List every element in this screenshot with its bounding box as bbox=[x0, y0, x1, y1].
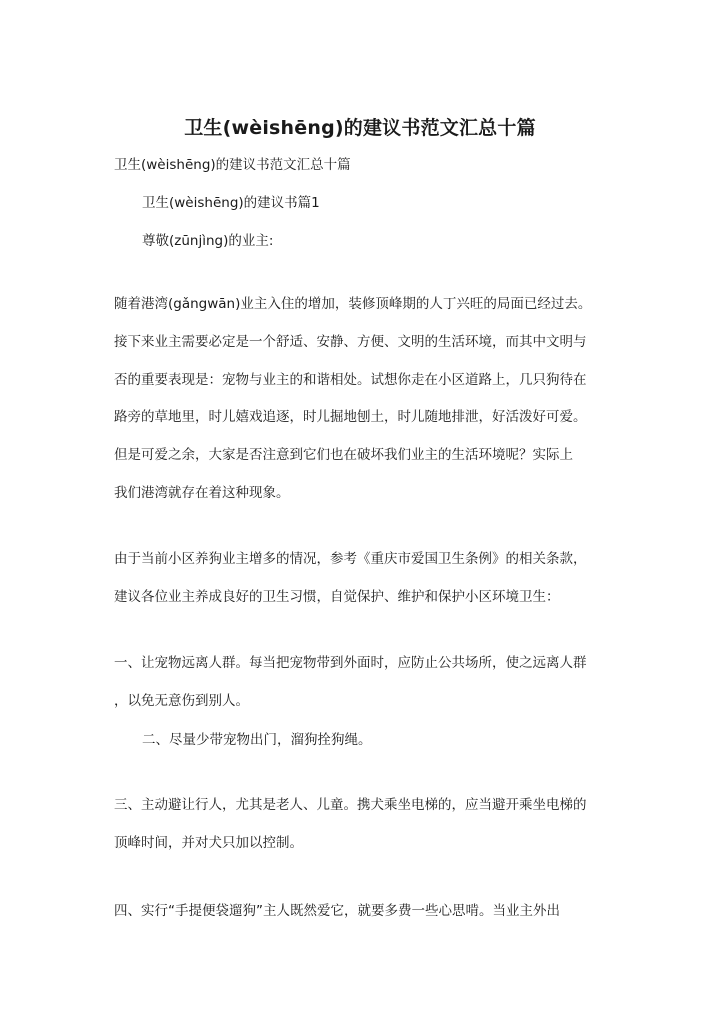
paragraph-1-line: 随着港湾(gǎngwān)业主入住的增加，装修顶峰期的人丁兴旺的局面已经过去。 bbox=[114, 296, 592, 312]
paragraph-2-line: 由于当前小区养狗业主增多的情况，参考《重庆市爱国卫生条例》的相关条款， bbox=[114, 551, 587, 567]
salutation: 尊敬(zūnjìng)的业主: bbox=[142, 233, 274, 249]
document-subtitle: 卫生(wèishēng)的建议书范文汇总十篇 bbox=[114, 157, 351, 173]
paragraph-1-line: 路旁的草地里，时儿嬉戏追逐，时儿掘地刨土，时儿随地排泄，好活泼好可爱。 bbox=[114, 409, 587, 425]
document-title: 卫生(wèishēng)的建议书范文汇总十篇 bbox=[184, 117, 536, 139]
section-heading: 卫生(wèishēng)的建议书篇1 bbox=[142, 195, 320, 211]
list-item-3-line: 顶峰时间，并对犬只加以控制。 bbox=[114, 835, 303, 851]
paragraph-2-line: 建议各位业主养成良好的卫生习惯，自觉保护、维护和保护小区环境卫生： bbox=[114, 589, 560, 605]
paragraph-1-line: 但是可爱之余，大家是否注意到它们也在破坏我们业主的生活环境呢？实际上 bbox=[114, 447, 573, 463]
paragraph-1-line: 我们港湾就存在着这种现象。 bbox=[114, 485, 290, 501]
list-item-3-line: 三、主动避让行人，尤其是老人、儿童。携犬乘坐电梯的，应当避开乘坐电梯的 bbox=[114, 797, 587, 813]
list-item-2: 二、尽量少带宠物出门，溜狗拴狗绳。 bbox=[142, 732, 372, 748]
list-item-1-line: 一、让宠物远离人群。每当把宠物带到外面时，应防止公共场所，使之远离人群 bbox=[114, 655, 587, 671]
paragraph-1-line: 否的重要表现是：宠物与业主的和谐相处。试想你走在小区道路上，几只狗待在 bbox=[114, 372, 587, 388]
list-item-4-line: 四、实行“手提便袋遛狗”主人既然爱它，就要多费一些心思啃。当业主外出 bbox=[114, 903, 560, 919]
paragraph-1-line: 接下来业主需要必定是一个舒适、安静、方便、文明的生活环境，而其中文明与 bbox=[114, 334, 587, 350]
list-item-1-line: ，以免无意伤到别人。 bbox=[114, 693, 249, 709]
